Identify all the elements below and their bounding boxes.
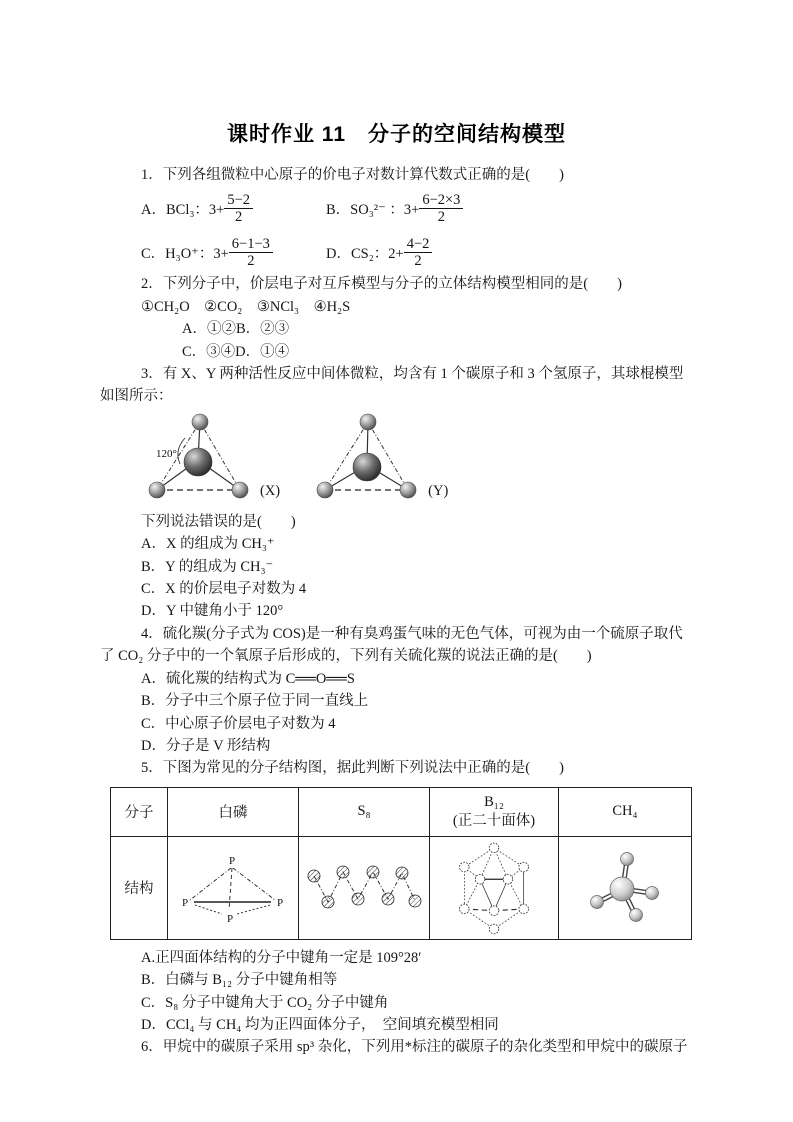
fraction-numerator: 5−2 <box>227 192 251 209</box>
q1-option-b <box>326 192 463 225</box>
q1-option-d <box>326 236 432 269</box>
q3-option-a: A．X 的组成为 CH₃⁺ <box>141 536 275 553</box>
q1-option-a-text: A．BCl₃：3+ <box>141 202 225 219</box>
q2-options-ab <box>100 318 700 340</box>
table-structure-row <box>111 836 692 939</box>
q5-stem: 5．下图为常见的分子结构图，据此判断下列说法中正确的是( ) <box>141 760 564 777</box>
y-ball-stick-model-diagram <box>308 410 426 502</box>
q3-question: 下列说法错误的是( ) <box>141 513 296 530</box>
header-cell-s8: S₈ <box>299 787 430 836</box>
q2-option-b: B．②③ <box>235 321 290 338</box>
molecule-structure-table <box>110 787 692 940</box>
b12-shape-note: (正二十面体) <box>452 812 536 829</box>
header-cell-ch4: CH₄ <box>559 787 692 836</box>
fraction-denominator: 2 <box>224 208 253 225</box>
cell-p4-structure <box>168 836 299 939</box>
header-cell-white-phosphorus: 白磷 <box>168 787 299 836</box>
q2-stem: 2．下列分子中，价层电子对互斥模型与分子的立体结构模型相同的是( ) <box>141 276 622 293</box>
q5-option-d: D．CCl₄ 与 CH₄ 均为正四面体分子， 空间填充模型相同 <box>141 1016 499 1033</box>
q5-option-b: B．白磷与 B₁₂ 分子中键角相等 <box>141 972 338 989</box>
q4-stem-line2: 了 CO₂ 分子中的一个氧原子后形成的，下列有关硫化羰的说法正确的是( ) <box>100 648 592 665</box>
q1-option-c <box>141 236 326 269</box>
q5-option-c: C．S₈ 分子中键角大于 CO₂ 分子中键角 <box>141 994 389 1011</box>
header-cell-b12 <box>430 787 559 836</box>
angle-label: 120° <box>156 447 177 460</box>
fraction-numerator: 4−2 <box>406 235 430 252</box>
header-cell-molecule: 分子 <box>111 787 168 836</box>
q4-stem-line1: 4．硫化羰(分子式为 COS)是一种有臭鸡蛋气味的无色气体，可视为由一个硫原子取代 <box>141 625 683 642</box>
fraction-denominator: 2 <box>419 208 463 225</box>
p-atom-label: P <box>228 854 236 867</box>
figure-y-model <box>308 410 476 502</box>
q3-figures <box>140 410 700 502</box>
fraction-numerator: 6−2×3 <box>422 192 461 209</box>
x-ball-stick-model-diagram <box>140 410 258 502</box>
q5-option-a: A.正四面体结构的分子中键角一定是 109°28′ <box>141 949 422 966</box>
cell-b12-structure <box>430 836 559 939</box>
q3-option-b: B．Y 的组成为 CH₃⁻ <box>141 558 274 575</box>
p4-tetrahedron-diagram <box>177 852 289 924</box>
page-title: 课时作业 11 分子的空间结构模型 <box>226 123 567 146</box>
q1-option-c-fraction <box>229 236 273 269</box>
q2-option-d: D．①④ <box>235 343 290 360</box>
q1-option-a <box>141 192 326 225</box>
figure-y-label: (Y) <box>428 482 449 499</box>
table-header-row <box>111 787 692 836</box>
q6-stem: 6．甲烷中的碳原子采用 sp³ 杂化，下列用*标注的碳原子的杂化类型和甲烷中的碳原子 <box>141 1039 688 1056</box>
q1-option-b-text: B．SO₃²⁻ ：3+ <box>326 202 420 219</box>
p-atom-label: P <box>181 896 189 909</box>
q3-stem-line2: 如图所示： <box>100 388 173 405</box>
q1-option-b-fraction <box>419 192 463 225</box>
q2-option-c: C．③④ <box>182 343 236 360</box>
q3-option-d: D．Y 中键角小于 120° <box>141 603 284 620</box>
q3-stem-line1: 3．有 X、Y 两种活性反应中间体微粒，均含有 1 个碳原子和 3 个氢原子，其球棍模型 <box>141 366 684 383</box>
q4-option-b: B．分子中三个原子位于同一直线上 <box>141 693 369 710</box>
fraction-denominator: 2 <box>404 252 433 269</box>
q3-option-c: C．X 的价层电子对数为 4 <box>141 581 307 598</box>
row-label-structure: 结构 <box>111 836 168 939</box>
b12-icosahedron-diagram <box>449 840 539 936</box>
q1-options-row-ab <box>100 186 700 231</box>
q1-stem: 1．下列各组微粒中心原子的价电子对数计算代数式正确的是( ) <box>141 167 564 183</box>
q1-option-d-fraction <box>404 236 433 269</box>
fraction-denominator: 2 <box>229 252 273 269</box>
q4-option-d: D．分子是 V 形结构 <box>141 737 271 754</box>
q2-option-a: A．①② <box>182 321 236 338</box>
b12-formula: B₁₂ <box>484 793 504 810</box>
figure-x-label: (X) <box>260 482 281 499</box>
q4-option-c: C．中心原子价层电子对数为 4 <box>141 715 336 732</box>
figure-x-model <box>140 410 308 502</box>
p-atom-label: P <box>226 912 234 924</box>
q1-option-c-text: C．H₃O⁺：3+ <box>141 245 229 262</box>
q2-items: ①CH₂O ②CO₂ ③NCl₃ ④H₂S <box>141 298 351 315</box>
q1-option-d-text: D．CS₂：2+ <box>326 245 404 262</box>
fraction-numerator: 6−1−3 <box>231 235 270 252</box>
cell-ch4-structure <box>559 836 692 939</box>
q1-options-row-cd <box>100 231 700 273</box>
p-atom-label: P <box>276 896 284 909</box>
q2-options-cd <box>100 341 700 363</box>
worksheet-content <box>100 164 700 1059</box>
ch4-ball-stick-diagram <box>586 849 664 927</box>
s8-crown-diagram <box>305 856 423 920</box>
cell-s8-structure <box>299 836 430 939</box>
q1-option-a-fraction <box>224 192 253 225</box>
q4-option-a: A．硫化羰的结构式为 C══O══S <box>141 670 355 687</box>
